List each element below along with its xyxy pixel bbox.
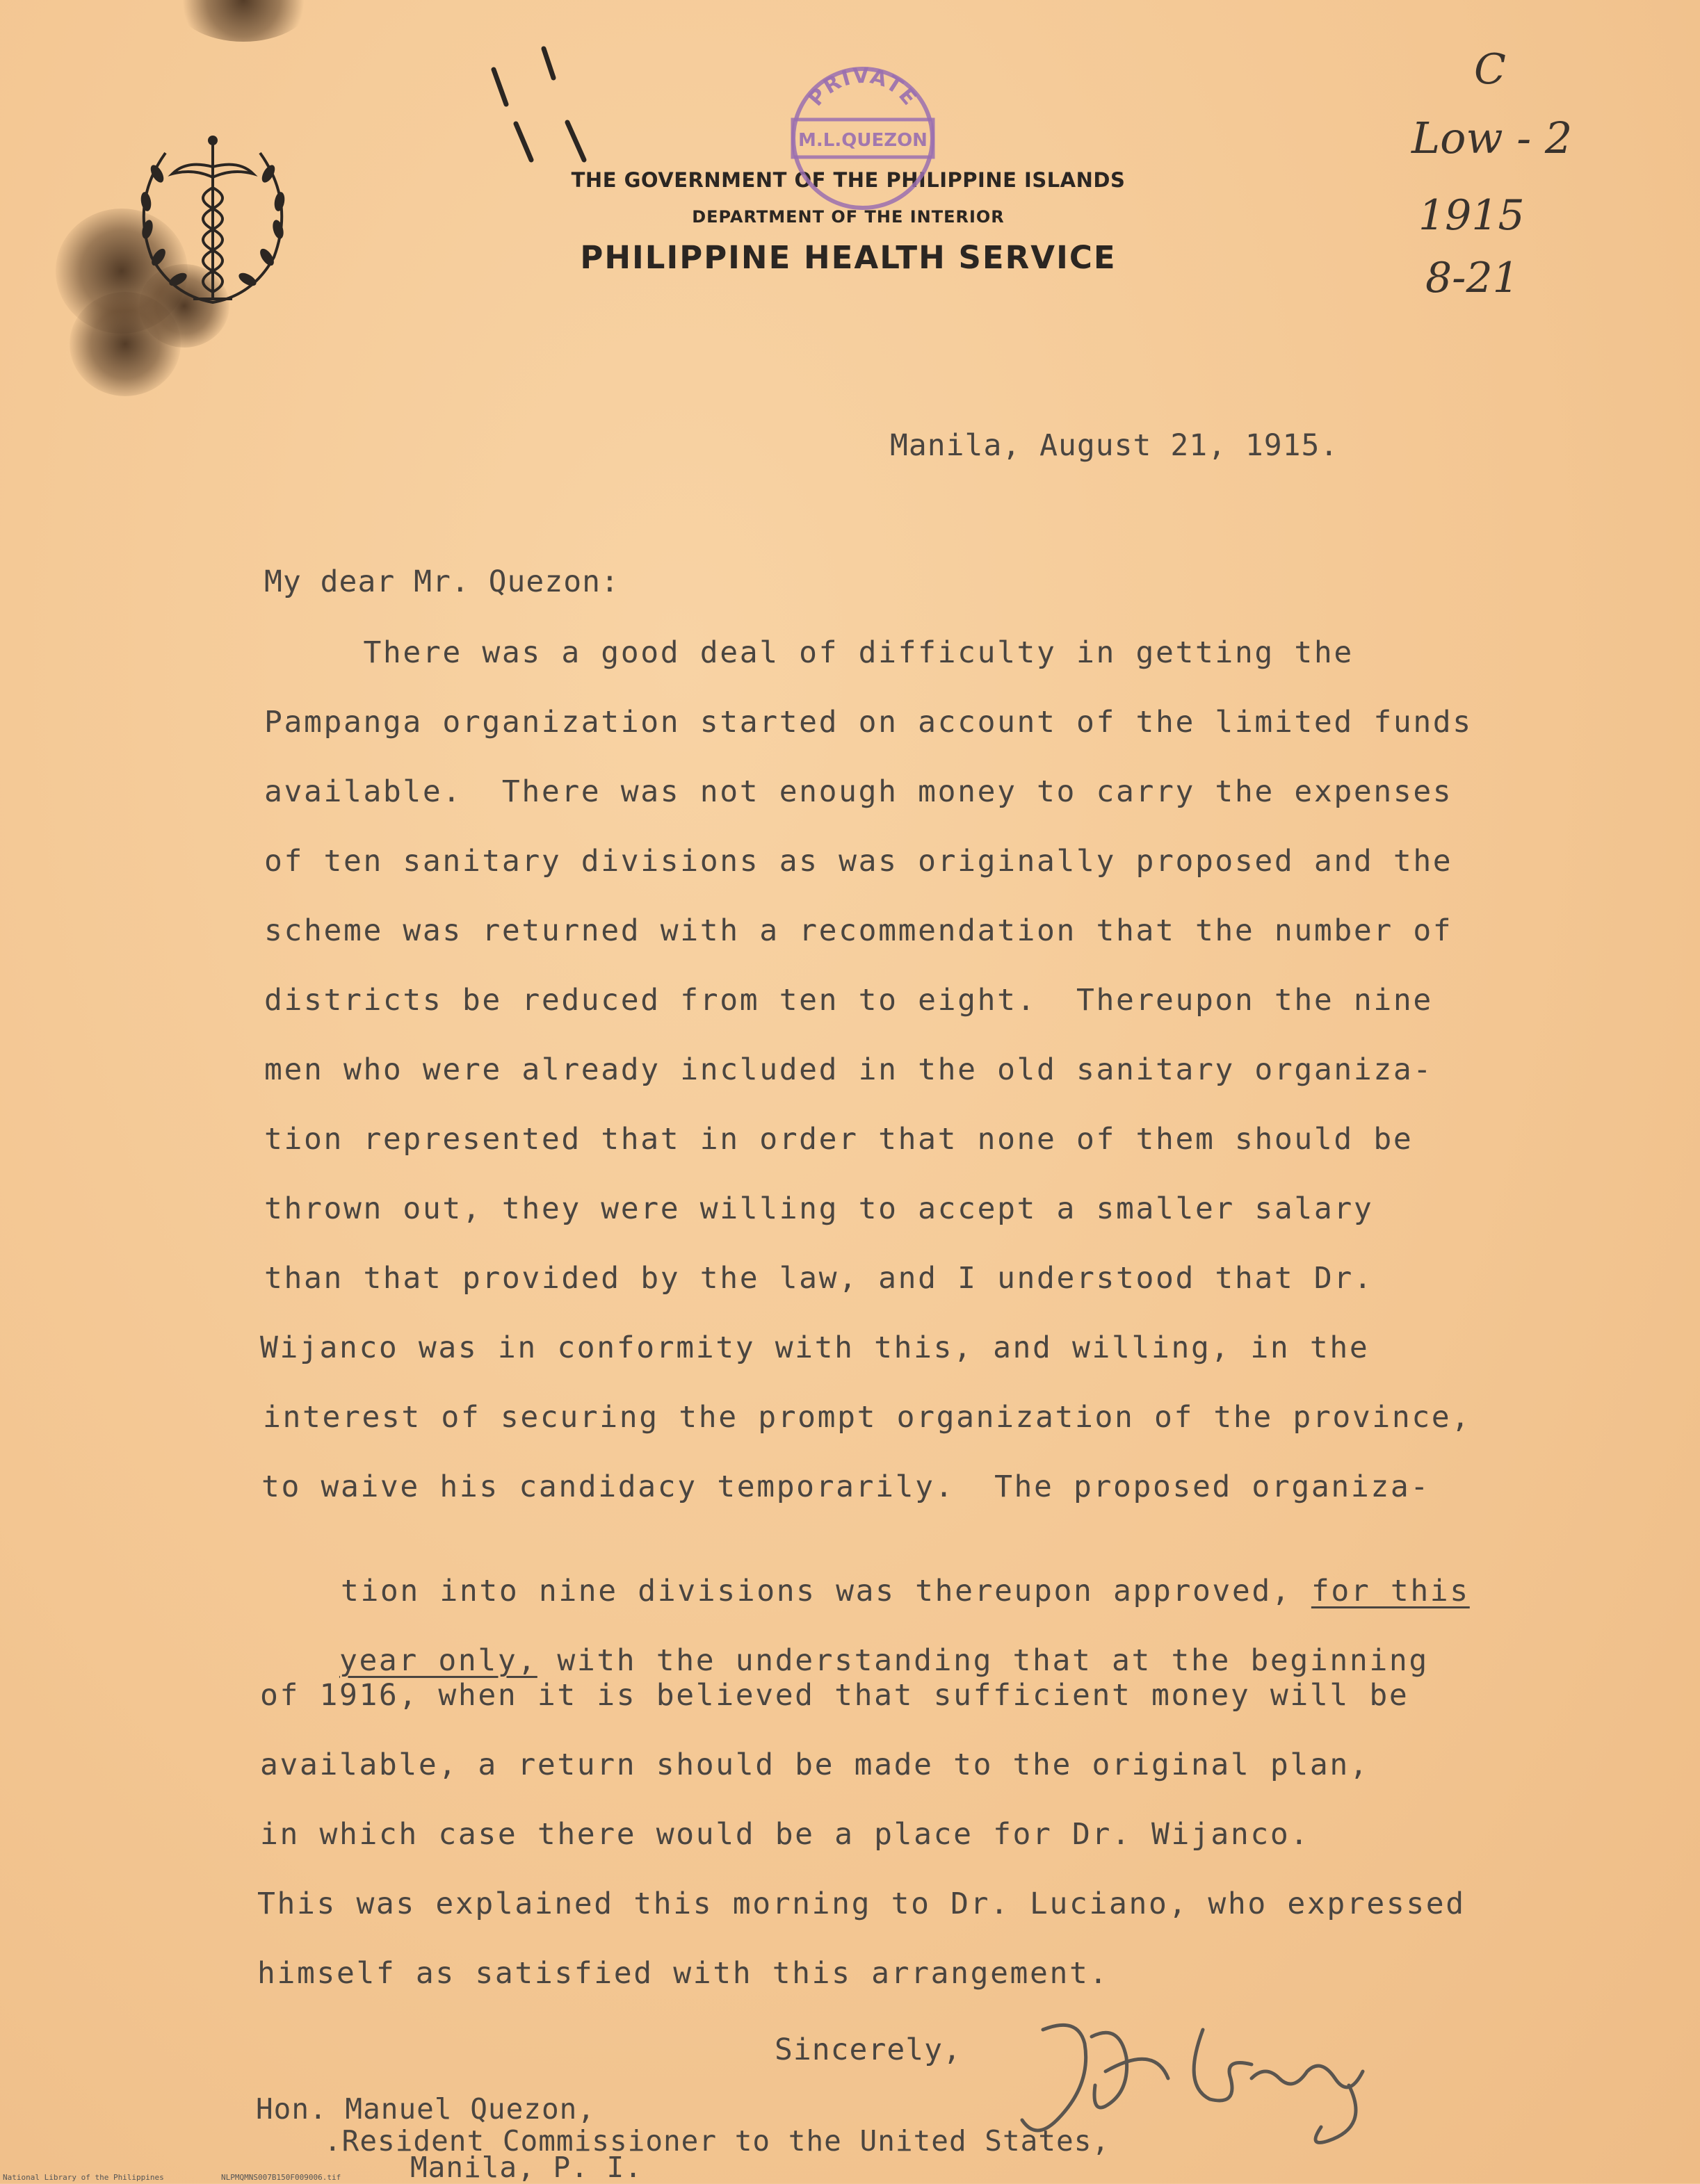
body-line: thrown out, they were willing to accept a smaller salary (264, 1191, 1374, 1226)
note-line-4: 8-21 (1425, 254, 1519, 302)
salutation: My dear Mr. Quezon: (264, 564, 620, 599)
note-line-2: Low - 2 (1411, 113, 1573, 163)
body-text: with the understanding that at the beginning (537, 1643, 1429, 1678)
addressee-name: Hon. Manuel Quezon, (256, 2092, 595, 2126)
body-line: of ten sanitary divisions as was originally proposed and the (264, 844, 1453, 879)
letterhead-government: THE GOVERNMENT OF THE PHILIPPINE ISLANDS (571, 168, 1126, 192)
body-text: tion into nine divisions was thereupon approved, (340, 1574, 1311, 1608)
body-line: available. There was not enough money to carry the expenses (264, 774, 1453, 809)
addressee-title: .Resident Commissioner to the United States, (324, 2124, 1110, 2158)
letter-date: Manila, August 21, 1915. (890, 428, 1339, 463)
underlined-text: year only, (339, 1643, 537, 1678)
letterhead-department: DEPARTMENT OF THE INTERIOR (692, 207, 1005, 227)
body-line: men who were already included in the old sanitary organiza- (264, 1052, 1433, 1087)
underlined-text: for this (1311, 1574, 1470, 1608)
private-stamp (783, 58, 943, 218)
body-line: districts be reduced from ten to eight. Thereupon the nine (264, 983, 1433, 1018)
body-line: in which case there would be a place for Dr. Wijanco. (260, 1817, 1310, 1852)
closing: Sincerely, (775, 2032, 962, 2067)
body-line: There was a good deal of difficulty in getting the (264, 635, 1354, 670)
body-line: himself as satisfied with this arrangement. (257, 1956, 1109, 1991)
stamp-middle-text: M.L.QUEZON (798, 130, 928, 151)
body-line: This was explained this morning to Dr. Luciano, who expressed (257, 1886, 1466, 1921)
note-line-3: 1915 (1418, 191, 1525, 240)
letterhead-service: PHILIPPINE HEALTH SERVICE (580, 239, 1117, 276)
body-line: Wijanco was in conformity with this, and willing, in the (260, 1330, 1370, 1365)
handwritten-note (1398, 42, 1648, 306)
svg-text:PRIVATE (804, 64, 923, 111)
body-line: Pampanga organization started on account of the limited funds (264, 705, 1473, 740)
note-line-1: C (1474, 45, 1506, 94)
body-line: than that provided by the law, and I understood that Dr. (264, 1261, 1374, 1296)
stamp-top-text: PRIVATE (803, 63, 923, 111)
body-line: to waive his candidacy temporarily. The proposed organiza- (261, 1469, 1430, 1504)
footer-file-id: NLPMQMNS007B150F009006.tif (221, 2173, 341, 2182)
body-line: of 1916, when it is believed that sufficient money will be (260, 1678, 1409, 1713)
body-line: available, a return should be made to the original plan, (260, 1747, 1370, 1782)
addressee-city: Manila, P. I. (410, 2151, 642, 2184)
footer-source: National Library of the Philippines (3, 2173, 164, 2182)
body-line: interest of securing the prompt organization of the province, (263, 1400, 1471, 1435)
caduceus-emblem-icon (117, 125, 309, 317)
body-line: tion represented that in order that none of them should be (264, 1122, 1414, 1157)
body-line: scheme was returned with a recommendation that the number of (264, 913, 1453, 948)
